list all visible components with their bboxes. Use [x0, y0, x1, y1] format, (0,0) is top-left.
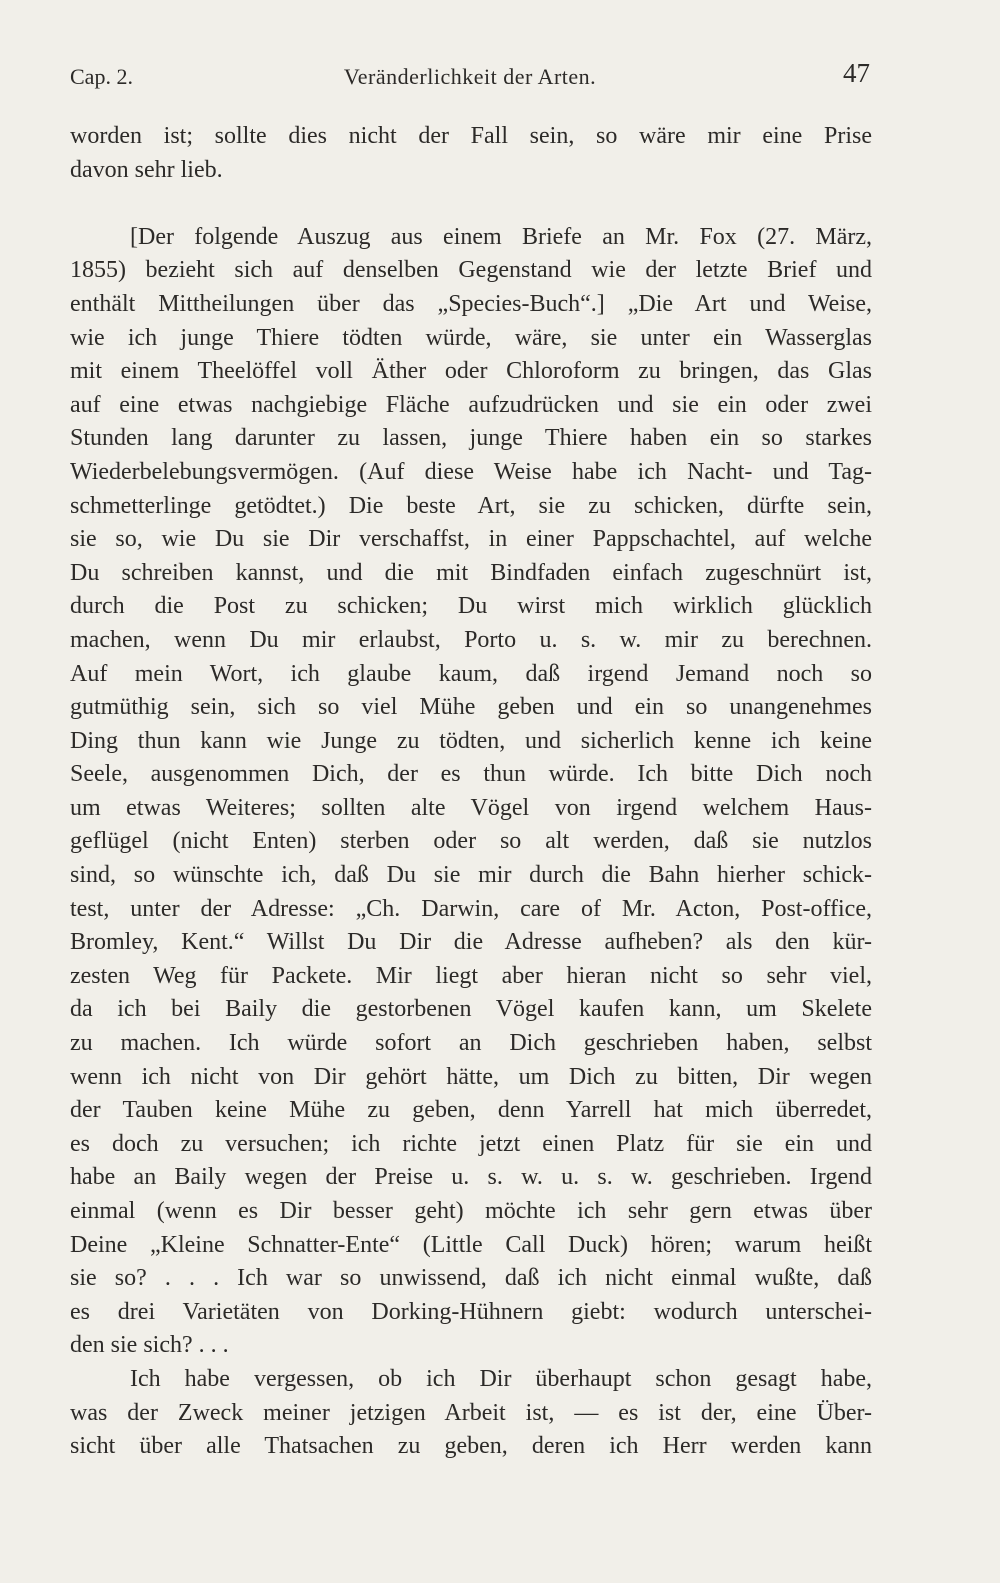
text-line: sie so? . . . Ich war so unwissend, daß ich nicht einmal wußte, daß [70, 1265, 872, 1292]
text-line: Ding thun kann wie Junge zu tödten, und sicherlich kenne ich keine [70, 727, 872, 754]
text-line: es drei Varietäten von Dorking-Hühnern giebt: wodurch unterschei- [70, 1298, 872, 1325]
text-line: um etwas Weiteres; sollten alte Vögel von irgend welchem Haus- [70, 794, 872, 821]
paragraph-gap [70, 187, 872, 221]
text-line: Auf mein Wort, ich glaube kaum, daß irgend Jemand noch so [70, 660, 872, 687]
text-line: davon sehr lieb. [70, 156, 223, 183]
text-line: gutmüthig sein, sich so viel Mühe geben und ein so unangenehmes [70, 694, 872, 721]
text-line: durch die Post zu schicken; Du wirst mich wirklich glücklich [70, 593, 872, 620]
text-line: sie so, wie Du sie Dir verschaffst, in einer Pappschachtel, auf welche [70, 526, 872, 553]
text-line: Du schreiben kannst, und die mit Bindfaden einfach zugeschnürt ist, [70, 559, 872, 586]
running-title: Veränderlichkeit der Arten. [343, 64, 597, 89]
running-head [70, 58, 870, 94]
text-line: habe an Baily wegen der Preise u. s. w. u. s. w. geschrieben. Irgend [70, 1164, 872, 1191]
text-line: da ich bei Baily die gestorbenen Vögel kaufen kann, um Skelete [70, 996, 872, 1023]
text-line: sicht über alle Thatsachen zu geben, deren ich Herr werden kann [70, 1433, 872, 1460]
text-line: Bromley, Kent.“ Willst Du Dir die Adresse aufheben? als den kür- [70, 929, 872, 956]
text-line: schmetterlinge getödtet.) Die beste Art, sie zu schicken, dürfte sein, [70, 492, 872, 519]
text-line: einmal (wenn es Dir besser geht) möchte ich sehr gern etwas über [70, 1198, 872, 1224]
text-line: 1855) bezieht sich auf denselben Gegenstand wie der letzte Brief und [70, 257, 872, 284]
text-line: was der Zweck meiner jetzigen Arbeit ist, — es ist der, eine Über- [70, 1399, 872, 1426]
text-line: Wiederbelebungsvermögen. (Auf diese Weise habe ich Nacht- und Tag- [70, 458, 872, 485]
text-line: der Tauben keine Mühe zu geben, denn Yarrell hat mich überredet, [70, 1097, 872, 1124]
text-line: wenn ich nicht von Dir gehört hätte, um Dich zu bitten, Dir wegen [70, 1063, 872, 1090]
text-line: es doch zu versuchen; ich richte jetzt einen Platz für sie ein und [70, 1130, 872, 1157]
text-line: Stunden lang darunter zu lassen, junge Thiere haben ein so starkes [70, 425, 872, 452]
text-line: mit einem Theelöffel voll Äther oder Chloroform zu bringen, das Glas [70, 358, 872, 385]
body-text [70, 120, 872, 1464]
text-line: auf eine etwas nachgiebige Fläche aufzudrücken und sie ein oder zwei [70, 391, 872, 418]
page-number: 47 [843, 58, 870, 88]
text-line: sind, so wünschte ich, daß Du sie mir durch die Bahn hierher schick- [70, 862, 872, 889]
text-line: test, unter der Adresse: „Ch. Darwin, care of Mr. Acton, Post-office, [70, 895, 872, 922]
text-line: machen, wenn Du mir erlaubst, Porto u. s. w. mir zu berechnen. [70, 626, 872, 653]
text-line: enthält Mittheilungen über das „Species-Buch“.] „Die Art und Weise, [70, 290, 872, 317]
chapter-label: Cap. 2. [70, 64, 133, 89]
text-line: zesten Weg für Packete. Mir liegt aber hieran nicht so sehr viel, [70, 962, 872, 989]
text-line: worden ist; sollte dies nicht der Fall sein, so wäre mir eine Prise [70, 123, 872, 149]
text-line: [Der folgende Auszug aus einem Briefe an Mr. Fox (27. März, [130, 223, 872, 250]
text-line: den sie sich? . . . [70, 1332, 229, 1359]
text-line: geflügel (nicht Enten) sterben oder so alt werden, daß sie nutzlos [70, 828, 872, 855]
text-line: Ich habe vergessen, ob ich Dir überhaupt schon gesagt habe, [130, 1365, 872, 1392]
text-line: zu machen. Ich würde sofort an Dich geschrieben haben, selbst [70, 1030, 872, 1057]
text-line: Seele, ausgenommen Dich, der es thun würde. Ich bitte Dich noch [70, 761, 872, 788]
text-line: Deine „Kleine Schnatter-Ente“ (Little Call Duck) hören; warum heißt [70, 1231, 872, 1258]
text-line: wie ich junge Thiere tödten würde, wäre, sie unter ein Wasserglas [70, 324, 872, 351]
